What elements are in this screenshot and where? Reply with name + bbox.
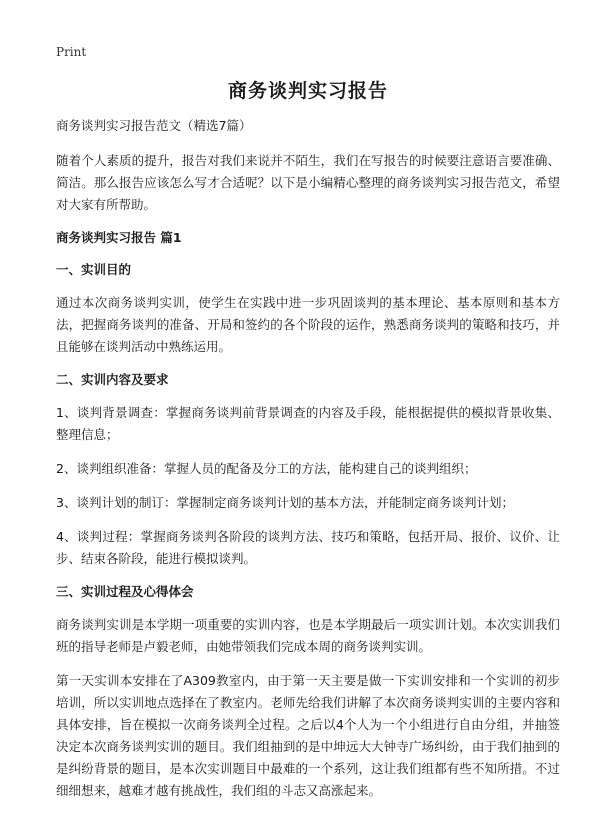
section-heading-objective: 一、实训目的 xyxy=(56,262,132,277)
process-paragraph-1: 商务谈判实训是本学期一项重要的实训内容，也是本学期最后一项实训计划。本次实训我们班的指导老师是卢毅老师，由她带领我们完成本周的商务谈判实训。 xyxy=(56,617,560,654)
intro-paragraph: 随着个人素质的提升，报告对我们来说并不陌生，我们在写报告的时候要注意语言要准确、简洁。那么报告应该怎么写才合适呢？以下是小编精心整理的商务谈判实习报告范文，希望对大家有所帮助。 xyxy=(56,153,560,212)
content-item-2: 2、谈判组织准备：掌握人员的配备及分工的方法，能构建自己的谈判组织； xyxy=(56,461,477,476)
content-item-1: 1、谈判背景调查：掌握商务谈判前背景调查的内容及手段，能根据提供的模拟背景收集、整理信息； xyxy=(56,405,560,442)
print-label: Print xyxy=(56,45,87,59)
chapter-title: 商务谈判实习报告 篇1 xyxy=(56,230,182,245)
document-subtitle: 商务谈判实习报告范文（精选7篇） xyxy=(56,118,252,133)
document-title: 商务谈判实习报告 xyxy=(227,80,388,102)
objective-paragraph: 通过本次商务谈判实训，使学生在实践中进一步巩固谈判的基本理论、基本原则和基本方法，把握商务谈判的准备、开局和签约的各个阶段的运作，熟悉商务谈判的策略和技巧，并且能够在谈判活动中熟练运用。 xyxy=(56,295,560,354)
section-heading-content: 二、实训内容及要求 xyxy=(56,372,169,387)
process-paragraph-2: 第一天实训本安排在了A309教室内，由于第一天主要是做一下实训安排和一个实训的初步培训，所以实训地点选择在了教室内。老师先给我们讲解了本次商务谈判实训的主要内容和具体安排，旨在模拟一次商务谈判全过程。之后以4个人为一个小组进行自由分组，并抽签决定本次商务谈判实训的题目。我们组抽到的是中坤远大大钟寺广场纠纷，由于我们抽到的是纠纷背景的题目，是本次实训题目中最难的一个系列，这让我们组都有些不知所措。不过细细想来，越难才越有挑战性，我们组的斗志又高涨起来。 xyxy=(56,673,560,798)
section-heading-process: 三、实训过程及心得体会 xyxy=(56,584,194,599)
content-item-3: 3、谈判计划的制订：掌握制定商务谈判计划的基本方法，并能制定商务谈判计划； xyxy=(56,495,514,510)
content-item-4: 4、谈判过程：掌握商务谈判各阶段的谈判方法、技巧和策略，包括开局、报价、议价、让步、结束各阶段，能进行模拟谈判。 xyxy=(56,529,560,566)
